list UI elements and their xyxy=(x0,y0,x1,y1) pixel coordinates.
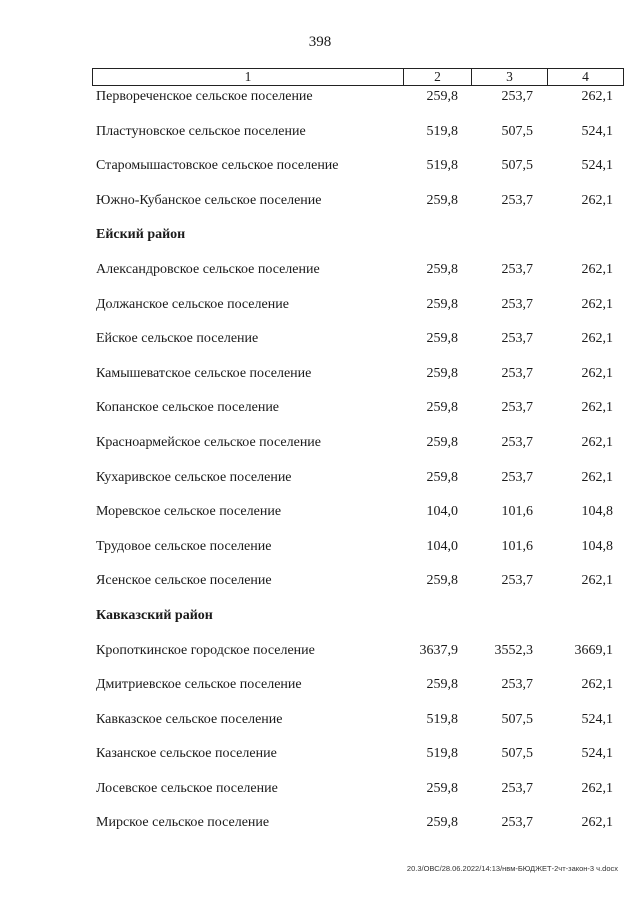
value-column-2: 259,8 xyxy=(426,192,458,208)
value-column-3: 253,7 xyxy=(501,261,533,277)
table-row xyxy=(0,426,640,461)
value-column-3: 253,7 xyxy=(501,400,533,416)
table-row xyxy=(0,149,640,184)
value-column-4: 262,1 xyxy=(581,815,613,831)
value-column-3: 507,5 xyxy=(501,158,533,174)
value-column-2: 519,8 xyxy=(426,746,458,762)
value-column-2: 259,8 xyxy=(426,400,458,416)
settlement-name: Первореченское сельское поселение xyxy=(96,89,313,104)
value-column-4: 262,1 xyxy=(581,780,613,796)
column-header-4: 4 xyxy=(548,69,624,86)
settlement-name: Александровское сельское поселение xyxy=(96,261,320,277)
settlement-name: Южно-Кубанское сельское поселение xyxy=(96,192,322,208)
district-heading-row xyxy=(0,599,640,634)
value-column-4: 524,1 xyxy=(581,158,613,174)
table-row xyxy=(0,357,640,392)
value-column-2: 259,8 xyxy=(426,365,458,381)
value-column-2: 259,8 xyxy=(426,469,458,485)
value-column-3: 507,5 xyxy=(501,711,533,727)
value-column-2: 259,8 xyxy=(426,677,458,693)
settlement-name: Старомышастовское сельское поселение xyxy=(96,158,339,174)
value-column-4: 262,1 xyxy=(581,469,613,485)
table-row xyxy=(0,80,640,115)
value-column-3: 253,7 xyxy=(501,573,533,589)
value-column-2: 259,8 xyxy=(426,89,458,104)
district-heading: Ейский район xyxy=(96,227,186,243)
value-column-3: 253,7 xyxy=(501,192,533,208)
value-column-2: 104,0 xyxy=(426,504,458,520)
document-footer: 20.3/ОВС/28.06.2022/14:13/нвм-БЮДЖЕТ-2чт-закон-3 ч.docx xyxy=(406,864,618,873)
value-column-3: 507,5 xyxy=(501,123,533,139)
table-row xyxy=(0,288,640,323)
value-column-4: 524,1 xyxy=(581,711,613,727)
table-row xyxy=(0,737,640,772)
page-number: 398 xyxy=(308,34,332,50)
settlement-name: Кухаривское сельское поселение xyxy=(96,469,292,485)
column-header-2: 2 xyxy=(404,69,472,86)
table-row xyxy=(0,530,640,565)
table-row xyxy=(0,703,640,738)
value-column-4: 262,1 xyxy=(581,296,613,312)
value-column-4: 262,1 xyxy=(581,400,613,416)
table-row xyxy=(0,772,640,807)
settlement-name: Ейское сельское поселение xyxy=(96,331,259,347)
settlement-name: Кропоткинское городское поселение xyxy=(96,642,315,658)
value-column-2: 259,8 xyxy=(426,573,458,589)
table-row xyxy=(0,391,640,426)
table-row xyxy=(0,634,640,669)
value-column-4: 104,8 xyxy=(581,538,613,554)
settlement-name: Красноармейское сельское поселение xyxy=(96,434,322,450)
value-column-3: 101,6 xyxy=(501,538,533,554)
value-column-4: 262,1 xyxy=(581,331,613,347)
settlement-name: Мирское сельское поселение xyxy=(96,815,270,831)
table-row xyxy=(0,495,640,530)
table-body xyxy=(0,80,640,841)
value-column-2: 259,8 xyxy=(426,815,458,831)
value-column-2: 259,8 xyxy=(426,261,458,277)
value-column-4: 524,1 xyxy=(581,746,613,762)
value-column-4: 262,1 xyxy=(581,261,613,277)
table-row xyxy=(0,461,640,496)
value-column-3: 253,7 xyxy=(501,780,533,796)
settlement-name: Копанское сельское поселение xyxy=(96,400,280,416)
table-row xyxy=(0,253,640,288)
value-column-2: 259,8 xyxy=(426,434,458,450)
value-column-3: 253,7 xyxy=(501,365,533,381)
value-column-4: 262,1 xyxy=(581,192,613,208)
value-column-3: 253,7 xyxy=(501,434,533,450)
value-column-2: 259,8 xyxy=(426,331,458,347)
settlement-name: Трудовое сельское поселение xyxy=(96,538,272,554)
settlement-name: Должанское сельское поселение xyxy=(96,296,289,312)
table-row xyxy=(0,184,640,219)
table-row xyxy=(0,806,640,841)
table-row xyxy=(0,668,640,703)
value-column-2: 104,0 xyxy=(426,538,458,554)
settlement-name: Дмитриевское сельское поселение xyxy=(96,677,302,693)
table-row xyxy=(0,115,640,150)
value-column-3: 253,7 xyxy=(501,331,533,347)
district-heading: Кавказский район xyxy=(96,607,213,623)
table-row xyxy=(0,564,640,599)
value-column-4: 104,8 xyxy=(581,504,613,520)
value-column-2: 519,8 xyxy=(426,711,458,727)
value-column-3: 101,6 xyxy=(501,504,533,520)
value-column-2: 259,8 xyxy=(426,780,458,796)
value-column-3: 253,7 xyxy=(501,677,533,693)
settlement-name: Лосевское сельское поселение xyxy=(96,780,278,796)
value-column-2: 259,8 xyxy=(426,296,458,312)
column-header-3: 3 xyxy=(472,69,548,86)
value-column-4: 262,1 xyxy=(581,573,613,589)
value-column-3: 253,7 xyxy=(501,815,533,831)
value-column-4: 262,1 xyxy=(581,365,613,381)
value-column-2: 3637,9 xyxy=(419,642,458,658)
settlement-name: Пластуновское сельское поселение xyxy=(96,123,306,139)
value-column-3: 253,7 xyxy=(501,89,533,104)
table-row xyxy=(0,322,640,357)
settlement-name: Кавказское сельское поселение xyxy=(96,711,283,727)
value-column-4: 262,1 xyxy=(581,434,613,450)
settlement-name: Казанское сельское поселение xyxy=(96,746,277,762)
column-header-1: 1 xyxy=(93,69,404,86)
value-column-2: 519,8 xyxy=(426,123,458,139)
settlement-name: Ясенское сельское поселение xyxy=(96,573,272,589)
value-column-4: 524,1 xyxy=(581,123,613,139)
value-column-3: 507,5 xyxy=(501,746,533,762)
value-column-3: 253,7 xyxy=(501,296,533,312)
value-column-4: 3669,1 xyxy=(574,642,613,658)
settlement-name: Камышеватское сельское поселение xyxy=(96,365,312,381)
district-heading-row xyxy=(0,218,640,253)
settlement-name: Моревское сельское поселение xyxy=(96,504,282,520)
value-column-4: 262,1 xyxy=(581,677,613,693)
value-column-3: 253,7 xyxy=(501,469,533,485)
value-column-4: 262,1 xyxy=(581,89,613,104)
value-column-3: 3552,3 xyxy=(494,642,533,658)
value-column-2: 519,8 xyxy=(426,158,458,174)
